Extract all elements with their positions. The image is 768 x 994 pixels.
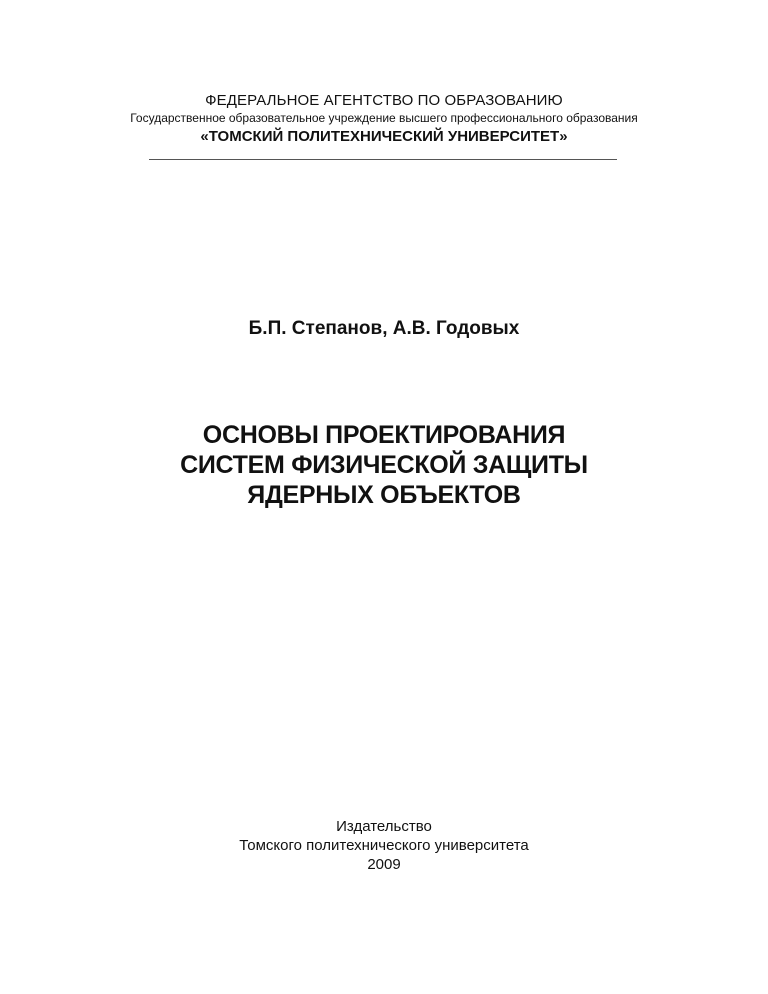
title-line: СИСТЕМ ФИЗИЧЕСКОЙ ЗАЩИТЫ	[180, 451, 588, 479]
university-name: «ТОМСКИЙ ПОЛИТЕХНИЧЕСКИЙ УНИВЕРСИТЕТ»	[200, 128, 568, 145]
publisher-imprint	[0, 817, 768, 874]
title-line: ЯДЕРНЫХ ОБЪЕКТОВ	[247, 481, 521, 509]
institution-type: Государственное образовательное учреждение высшего профессионального образования	[130, 111, 638, 125]
publication-year: 2009	[367, 856, 401, 873]
authors: Б.П. Степанов, А.В. Годовых	[248, 318, 520, 339]
publisher-label: Издательство	[336, 818, 432, 835]
book-title	[0, 420, 768, 510]
title-line: ОСНОВЫ ПРОЕКТИРОВАНИЯ	[202, 421, 566, 449]
institution-header	[0, 92, 768, 146]
agency-name: ФЕДЕРАЛЬНОЕ АГЕНТСТВО ПО ОБРАЗОВАНИЮ	[205, 92, 563, 109]
header-divider	[149, 159, 617, 160]
publisher-name: Томского политехнического университета	[239, 837, 529, 854]
